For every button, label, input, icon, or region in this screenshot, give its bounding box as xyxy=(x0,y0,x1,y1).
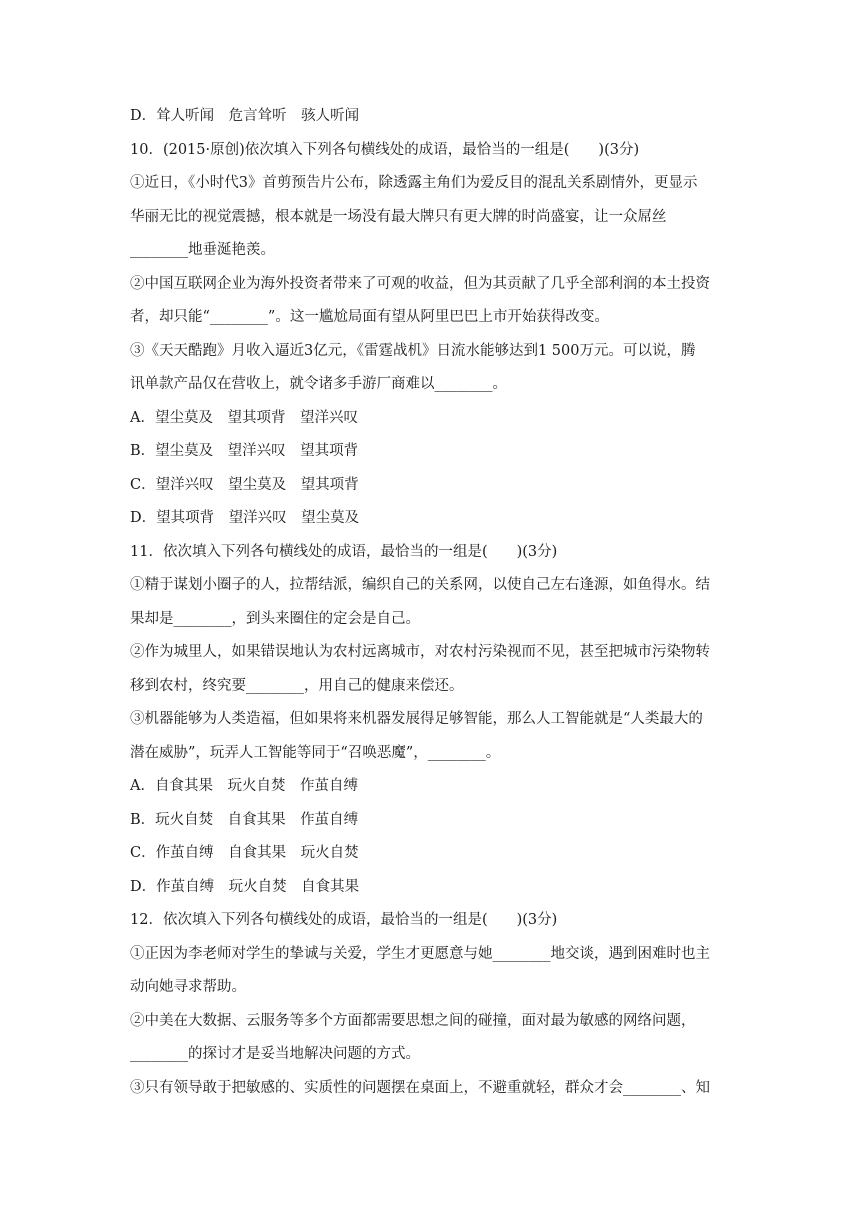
q11-sentence-2: ②作为城里人，如果错误地认为农村远离城市，对农村污染视而不见，甚至把城市污染物转 xyxy=(130,644,710,660)
option-d-q9: D．耸人听闻 危言耸听 骇人听闻 xyxy=(130,108,360,124)
question-10-stem: 10．(2015·原创)依次填入下列各句横线处的成语，最恰当的一组是( )(3分) xyxy=(130,141,640,158)
q11-sentence-3: ③机器能够为人类造福，但如果将来机器发展得足够智能，那么人工智能就是“人类最大的 xyxy=(130,711,703,727)
q12-sentence-1: 动向她寻求帮助。 xyxy=(130,979,246,995)
q10-option-d: D．望其项背 望洋兴叹 望尘莫及 xyxy=(130,510,360,526)
q11-option-a: A．自食其果 玩火自焚 作茧自缚 xyxy=(130,778,358,794)
q12-sentence-2: ________的探讨才是妥当地解决问题的方式。 xyxy=(130,1046,420,1062)
q12-sentence-1: ①正因为李老师对学生的挚诚与关爱，学生才更愿意与她________地交谈，遇到困难时也主 xyxy=(130,945,710,962)
q12-sentence-2: ②中美在大数据、云服务等多个方面都需要思想之间的碰撞，面对最为敏感的网络问题， xyxy=(130,1012,696,1029)
q10-option-c: C．望洋兴叹 望尘莫及 望其项背 xyxy=(130,476,359,493)
q10-sentence-1: ①近日，《小时代3》首剪预告片公布，除透露主角们为爱反目的混乱关系剧情外，更显示 xyxy=(130,175,698,191)
q11-sentence-1: ①精于谋划小圈子的人，拉帮结派，编织自己的关系网，以使自己左右逢源，如鱼得水。结 xyxy=(130,577,710,593)
q11-sentence-3: 潜在威胁”，玩弄人工智能等同于“召唤恶魔”，________。 xyxy=(130,744,501,761)
document-page xyxy=(130,100,740,1105)
q10-option-b: B．望尘莫及 望洋兴叹 望其项背 xyxy=(130,443,359,459)
q10-sentence-2: ②中国互联网企业为海外投资者带来了可观的收益，但为其贡献了几乎全部利润的本土投资 xyxy=(130,275,710,292)
q11-option-c: C．作茧自缚 自食其果 玩火自焚 xyxy=(130,845,359,861)
q10-option-a: A．望尘莫及 望其项背 望洋兴叹 xyxy=(130,409,358,426)
q10-sentence-1: 华丽无比的视觉震撼，根本就是一场没有最大牌只有更大牌的时尚盛宴，让一众屌丝 xyxy=(130,208,667,225)
q10-sentence-3: ③《天天酷跑》月收入逼近3亿元，《雷霆战机》日流水能够达到1 500万元。可以说，腾 xyxy=(130,342,696,359)
q12-sentence-3: ③只有领导敢于把敏感的、实质性的问题摆在桌面上，不避重就轻，群众才会________、知 xyxy=(130,1079,710,1096)
q10-sentence-3: 讯单款产品仅在营收上，就令诸多手游厂商难以________。 xyxy=(130,376,507,392)
question-12-stem: 12．依次填入下列各句横线处的成语，最恰当的一组是( )(3分) xyxy=(130,912,558,928)
q10-sentence-2: 者，却只能“________”。这一尴尬局面有望从阿里巴巴上市开始获得改变。 xyxy=(130,309,609,325)
q11-sentence-2: 移到农村，终究要________，用自己的健康来偿还。 xyxy=(130,677,464,694)
q11-option-d: D．作茧自缚 玩火自焚 自食其果 xyxy=(130,878,360,895)
q11-sentence-1: 果却是________，到头来圈住的定会是自己。 xyxy=(130,610,420,627)
q10-sentence-1: ________地垂涎艳羡。 xyxy=(130,242,275,258)
question-11-stem: 11．依次填入下列各句横线处的成语，最恰当的一组是( )(3分) xyxy=(130,543,558,560)
q11-option-b: B．玩火自焚 自食其果 作茧自缚 xyxy=(130,811,359,828)
